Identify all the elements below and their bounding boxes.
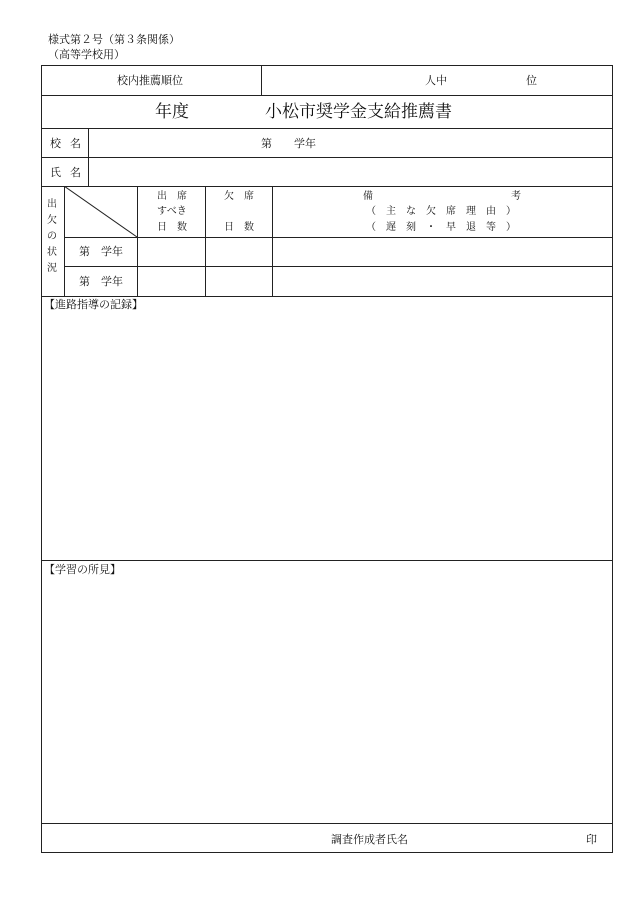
name-label-2: 名 [70,166,81,179]
col-required-2: すべき [157,206,187,217]
rule-school-bottom [41,157,613,158]
school-label-2: 名 [70,137,81,150]
rule-rank-bottom [41,95,613,96]
att-side-3: の [47,231,57,242]
grade-suffix: 学年 [294,137,316,150]
school-label-1: 校 [50,137,61,150]
att-row-2-grade: 第 学年 [79,275,123,288]
year-label: 年度 [155,102,189,122]
form-subtitle: （高等学校用） [48,48,125,61]
form-frame [41,65,613,853]
rule-att-header-bottom [64,237,613,238]
rule-att-col2 [205,186,206,296]
page-title: 小松市奨学金支給推薦書 [265,102,452,122]
rule-att-bottom [41,296,613,297]
col-remarks-left: 備 [363,191,373,202]
att-row-1-grade: 第 学年 [79,245,123,258]
rank-unit: 位 [526,74,537,87]
col-absent-1: 欠 席 [224,191,254,202]
rank-count-unit: 人中 [425,74,447,87]
diagonal-line [64,186,138,238]
col-remarks-right: 考 [511,191,521,202]
rule-title-bottom [41,128,613,129]
att-side-2: 欠 [47,215,57,226]
rule-att-row1-bottom [64,266,613,267]
att-side-1: 出 [47,199,57,210]
rule-rank-divider [261,65,262,95]
att-side-4: 状 [47,247,57,258]
col-remarks-line3: （ 遅 刻 ・ 早 退 等 ） [366,222,516,233]
author-label: 調査作成者氏名 [331,833,408,846]
col-required-3: 日 数 [157,222,187,233]
col-absent-3: 日 数 [224,222,254,233]
rank-label: 校内推薦順位 [117,74,183,87]
rule-career-bottom [41,560,613,561]
seal-label: 印 [586,833,597,846]
att-side-5: 況 [47,263,57,274]
col-required-1: 出 席 [157,191,187,202]
rule-label-divider [88,128,89,186]
col-remarks-line2: （ 主 な 欠 席 理 由 ） [366,206,516,217]
study-section-label: 【学習の所見】 [44,563,121,576]
grade-prefix: 第 [261,137,272,150]
name-label-1: 氏 [50,166,61,179]
form-number: 様式第２号（第３条関係） [48,33,180,46]
rule-att-col3 [272,186,273,296]
career-section-label: 【進路指導の記録】 [44,298,143,311]
rule-study-bottom [41,823,613,824]
